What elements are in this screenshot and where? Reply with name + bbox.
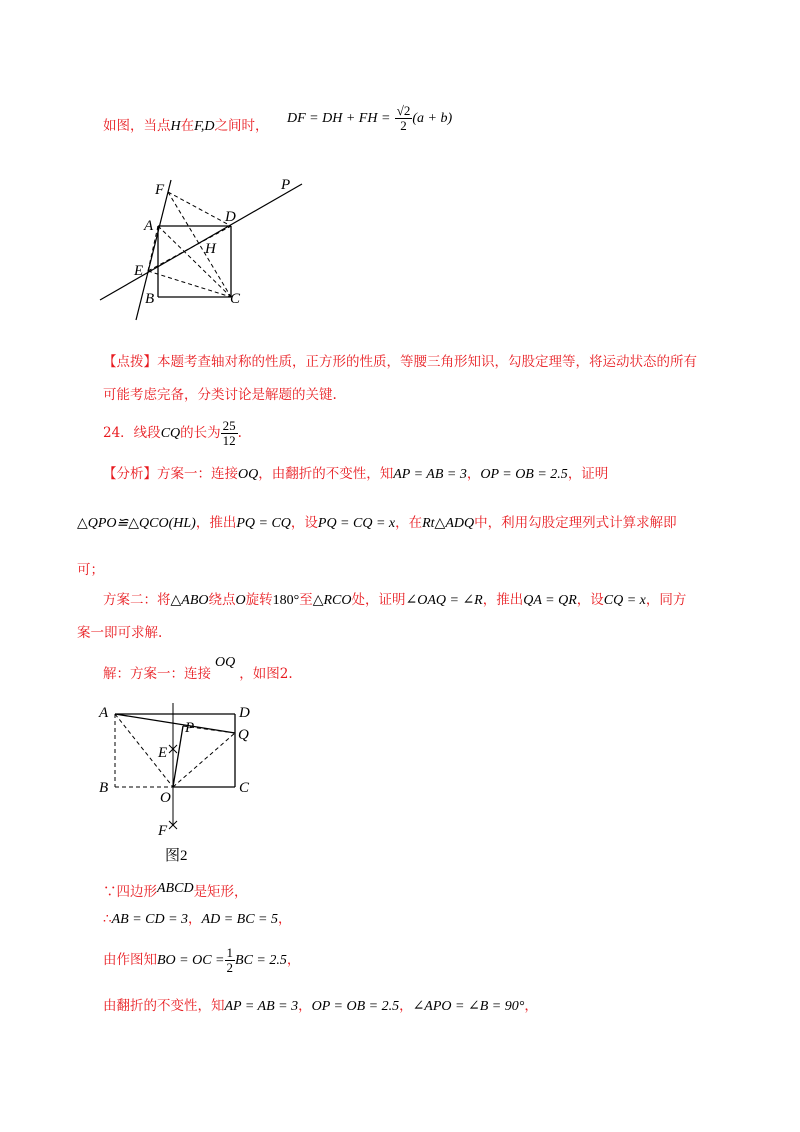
step1-suffix: 是矩形， [193,884,248,900]
analysis-a1-suffix: ，证明 [567,466,609,482]
analysis-a2-eq2: PQ = CQ = x [317,516,396,531]
line1-FD: F,D [194,119,215,134]
step-2 [103,909,292,930]
analysis-b1-O: O [235,593,246,608]
analysis-b1-eq1: ∠OAQ = ∠R [405,593,483,608]
q24-prefix: 24．线段 [103,425,161,441]
solution-line [103,655,293,685]
analysis-a2-t1: ，推出 [195,515,237,531]
analysis-a1-eq1: AP = AB = 3 [393,467,467,482]
analysis-b1-tri2: △RCO [312,593,352,608]
analysis-line-1 [103,464,608,485]
fig2-label-D: D [239,705,250,721]
line1-formula-right: (a + b) [412,111,453,126]
analysis-line-5: 案一即可求解. [77,625,163,641]
analysis-a1-sep: ， [466,466,481,482]
analysis-b1-t7: ，同方 [645,592,687,608]
analysis-a1-prefix: 【分析】方案一：连接 [103,466,238,482]
fig2-label-Q: Q [238,727,249,743]
step3-left: BO = OC = [157,953,225,968]
analysis-b1-deg: 180° [272,593,300,608]
q24-suffix: . [237,425,242,441]
analysis-a1-eq2: OP = OB = 2.5 [480,467,568,482]
fig2-label-O: O [160,790,171,806]
fig1-label-H: H [205,241,216,257]
analysis-line-3: 可； [77,562,104,578]
line1-mid: 在 [180,118,195,134]
fig1-label-F: F [155,182,165,198]
fig1-label-D: D [225,209,236,225]
line1-formula-left: DF = DH + FH = [287,111,391,126]
fig1-label-B: B [145,291,155,307]
step3-fraction: $\frac{1}{2}$ [226,945,234,975]
analysis-congruence: △QPO≌△QCO(HL) [77,516,196,531]
analysis-a1-mid: ，由翻折的不变性，知 [258,466,394,482]
step-4 [103,996,538,1017]
step4-eq3: ∠APO = ∠B = 90° [412,999,525,1014]
q24-fraction: $\frac{25}{12}$ [222,418,236,448]
step4-eq2: OP = OB = 2.5 [311,999,400,1014]
step4-suffix: ， [524,998,538,1014]
analysis-line-2 [77,513,677,534]
fig1-label-E: E [134,263,144,279]
fig2-label-A: A [99,705,109,721]
line1-suffix: 之间时， [214,118,269,134]
step2-sep: ， [188,911,202,927]
analysis-a2-tri: Rt△ADQ [422,516,475,531]
analysis-a2-t2: ，设 [290,515,318,531]
fig2-label-F: F [158,823,168,839]
analysis-a2-eq1: PQ = CQ [236,516,291,531]
figure-1 [95,175,325,325]
solution-prefix: 解：方案一：连接 [103,666,211,682]
fig2-label-E: E [158,745,168,761]
step-3 [103,942,300,979]
analysis-b1-prefix: 方案二：将 [103,592,171,608]
step2-prefix: ∴ [103,911,112,927]
step-1 [103,882,248,903]
step1-ABCD: ABCD [157,881,194,896]
step4-prefix: 由翻折的不变性，知 [103,998,225,1014]
step3-suffix: ， [286,952,301,968]
step1-prefix: ∵四边形 [103,884,157,900]
analysis-b1-t4: 处，证明 [351,592,406,608]
analysis-a1-OQ: OQ [238,467,259,482]
analysis-line-4 [103,590,686,611]
analysis-b1-tri: △ABO [170,593,209,608]
fig2-caption: 图2 [165,848,188,864]
analysis-b1-eq3: CQ = x [603,593,646,608]
step3-right: BC = 2.5 [235,953,287,968]
analysis-a2-t4: 中，利用勾股定理列式计算求解即 [474,515,677,531]
tip-line-2: 可能考虑完备，分类讨论是解题的关键. [103,387,337,403]
fig2-label-P: P [185,720,195,736]
line1-fraction: $\frac{√2}{2}$ [396,103,411,133]
step4-sep1: ， [298,998,312,1014]
fig1-label-P: P [281,177,291,193]
analysis-b1-eq2: QA = QR [523,593,577,608]
q24-CQ: CQ [160,426,181,441]
fig1-label-C: C [230,291,241,307]
solution-OQ: OQ [215,655,236,670]
fig2-label-C: C [239,780,250,796]
step2-suffix: ， [278,911,292,927]
step2-eq2: AD = BC = 5 [201,912,278,927]
line1-formula [287,98,452,139]
fig1-label-A: A [144,218,154,234]
analysis-a2-t3: ，在 [395,515,423,531]
line-1 [103,116,268,137]
tip-line-1: 【点拨】本题考查轴对称的性质，正方形的性质，等腰三角形知识，勾股定理等，将运动状态的所有 [103,354,697,370]
analysis-b1-t3: 至 [299,592,313,608]
step3-prefix: 由作图知 [103,952,157,968]
step2-eq1: AB = CD = 3 [111,912,189,927]
step4-sep2: ， [399,998,413,1014]
fig2-label-B: B [99,780,109,796]
solution-suffix: ，如图2. [239,666,293,682]
line1-H: H [170,119,181,134]
step4-eq1: AP = AB = 3 [224,999,299,1014]
q24-line [103,415,242,452]
figure-2 [95,700,265,870]
line1-prefix: 如图，当点 [103,118,171,134]
q24-mid: 的长为 [180,425,221,441]
analysis-b1-t2: 旋转 [245,592,273,608]
analysis-b1-t1: 绕点 [208,592,236,608]
analysis-b1-t6: ，设 [576,592,604,608]
analysis-b1-t5: ，推出 [482,592,524,608]
